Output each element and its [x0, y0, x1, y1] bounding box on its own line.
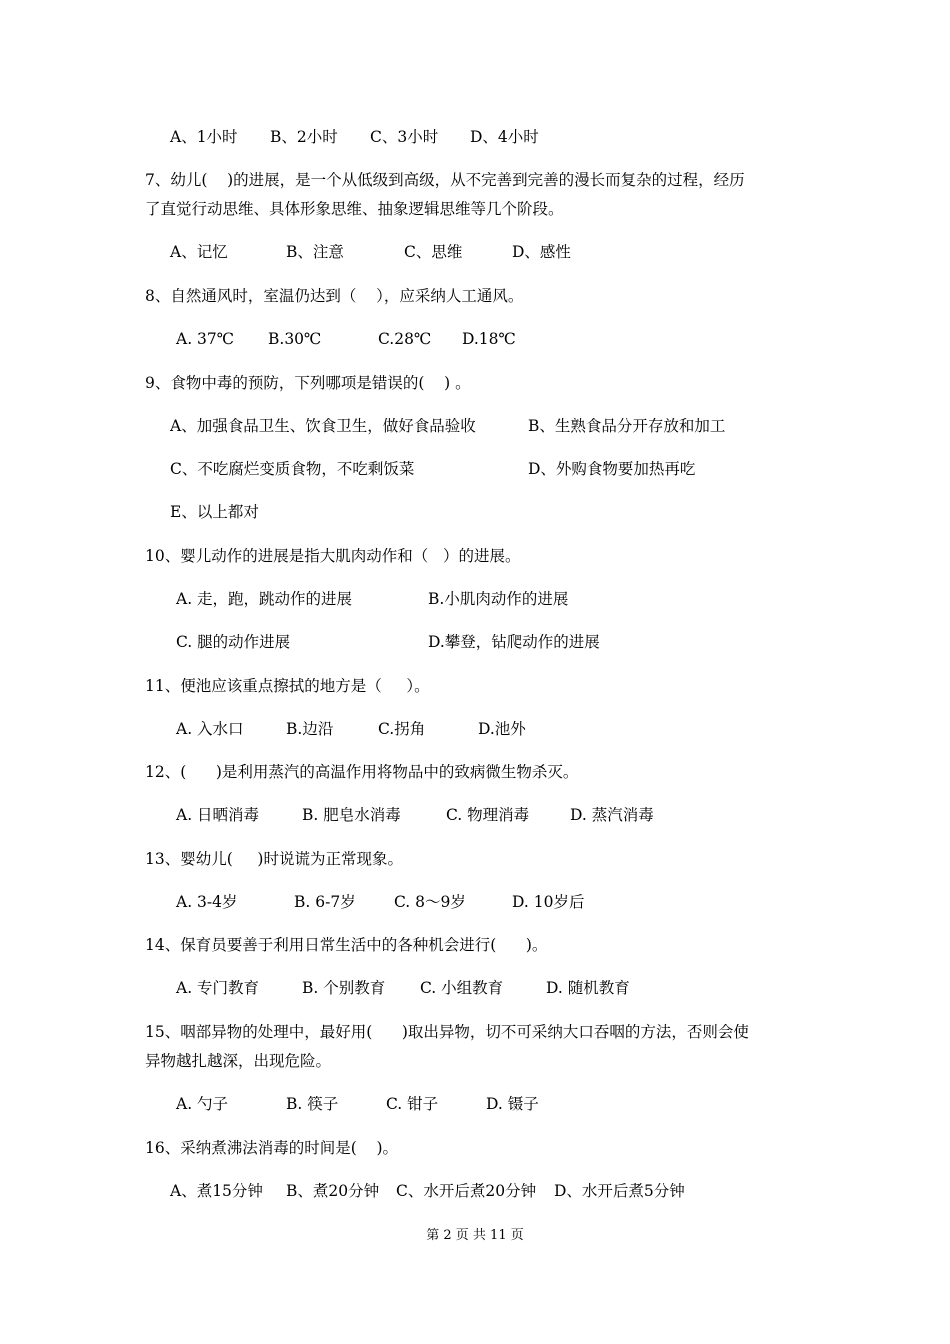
- q7-question-line2: 了直觉行动思维、具体形象思维、抽象逻辑思维等几个阶段。: [145, 200, 564, 218]
- page-footer: 第 2 页 共 11 页: [426, 1228, 524, 1243]
- q8-option-d: D.18℃: [462, 330, 516, 348]
- q11-question: 11、便池应该重点擦拭的地方是（ ）。: [145, 677, 430, 695]
- q10-option-c: C. 腿的动作进展: [176, 633, 291, 651]
- q14-option-d: D. 随机教育: [546, 979, 630, 997]
- q14-option-b: B. 个别教育: [302, 979, 386, 997]
- q8-question: 8、自然通风时，室温仍达到（ ），应采纳人工通风。: [145, 287, 524, 305]
- q9-option-e: E、以上都对: [170, 503, 259, 521]
- q14-option-a: A. 专门教育: [176, 979, 260, 997]
- q8-option-a: A. 37℃: [176, 330, 235, 348]
- q8-option-b: B.30℃: [268, 330, 322, 348]
- q15-option-a: A. 勺子: [176, 1095, 229, 1113]
- q11-option-c: C.拐角: [378, 720, 426, 738]
- q9-question: 9、食物中毒的预防，下列哪项是错误的( ) 。: [145, 374, 471, 392]
- q16-option-c: C、水开后煮20分钟: [396, 1182, 537, 1200]
- q13-option-a: A. 3-4岁: [176, 893, 238, 911]
- q12-question: 12、( )是利用蒸汽的高温作用将物品中的致病微生物杀灭。: [145, 763, 579, 781]
- q10-question: 10、婴儿动作的进展是指大肌肉动作和（ ）的进展。: [145, 547, 521, 565]
- q6-option-b: B、2小时: [270, 128, 338, 146]
- q9-option-b: B、生熟食品分开存放和加工: [528, 417, 726, 435]
- q11-option-d: D.池外: [478, 720, 526, 738]
- q13-question: 13、婴幼儿( )时说谎为正常现象。: [145, 850, 403, 868]
- q12-option-d: D. 蒸汽消毒: [570, 806, 654, 824]
- q9-option-d: D、外购食物要加热再吃: [528, 460, 696, 478]
- q16-option-b: B、煮20分钟: [286, 1182, 380, 1200]
- q15-question-line2: 异物越扎越深，出现危险。: [145, 1052, 332, 1070]
- q13-option-c: C. 8～9岁: [394, 893, 466, 911]
- q16-question: 16、采纳煮沸法消毒的时间是( )。: [145, 1139, 399, 1157]
- q6-option-a: A、1小时: [170, 128, 238, 146]
- q14-question: 14、保育员要善于利用日常生活中的各种机会进行( )。: [145, 936, 548, 954]
- q10-option-b: B.小肌肉动作的进展: [428, 590, 569, 608]
- q12-option-c: C. 物理消毒: [446, 806, 530, 824]
- q14-option-c: C. 小组教育: [420, 979, 504, 997]
- q8-option-c: C.28℃: [378, 330, 432, 348]
- q13-option-d: D. 10岁后: [512, 893, 585, 911]
- q12-option-b: B. 肥皂水消毒: [302, 806, 401, 824]
- q16-option-a: A、煮15分钟: [170, 1182, 263, 1200]
- q15-question-line1: 15、咽部异物的处理中，最好用( )取出异物，切不可采纳大口吞咽的方法，否则会使: [145, 1023, 749, 1041]
- q10-option-a: A. 走，跑，跳动作的进展: [176, 590, 353, 608]
- q15-option-d: D. 镊子: [486, 1095, 539, 1113]
- q13-option-b: B. 6-7岁: [294, 893, 356, 911]
- q16-option-d: D、水开后煮5分钟: [554, 1182, 685, 1200]
- q7-option-a: A、记忆: [170, 243, 228, 261]
- q7-option-b: B、注意: [286, 243, 344, 261]
- q15-option-b: B. 筷子: [286, 1095, 339, 1113]
- q15-option-c: C. 钳子: [386, 1095, 439, 1113]
- q6-option-c: C、3小时: [370, 128, 439, 146]
- q10-option-d: D.攀登，钻爬动作的进展: [428, 633, 600, 651]
- q11-option-b: B.边沿: [286, 720, 334, 738]
- q9-option-a: A、加强食品卫生、饮食卫生，做好食品验收: [170, 417, 476, 435]
- q11-option-a: A. 入水口: [176, 720, 244, 738]
- q9-option-c: C、不吃腐烂变质食物，不吃剩饭菜: [170, 460, 415, 478]
- q6-option-d: D、4小时: [470, 128, 539, 146]
- q7-option-d: D、感性: [512, 243, 571, 261]
- q7-option-c: C、思维: [404, 243, 463, 261]
- q12-option-a: A. 日晒消毒: [176, 806, 260, 824]
- q7-question-line1: 7、幼儿( )的进展，是一个从低级到高级，从不完善到完善的漫长而复杂的过程，经历: [145, 171, 745, 189]
